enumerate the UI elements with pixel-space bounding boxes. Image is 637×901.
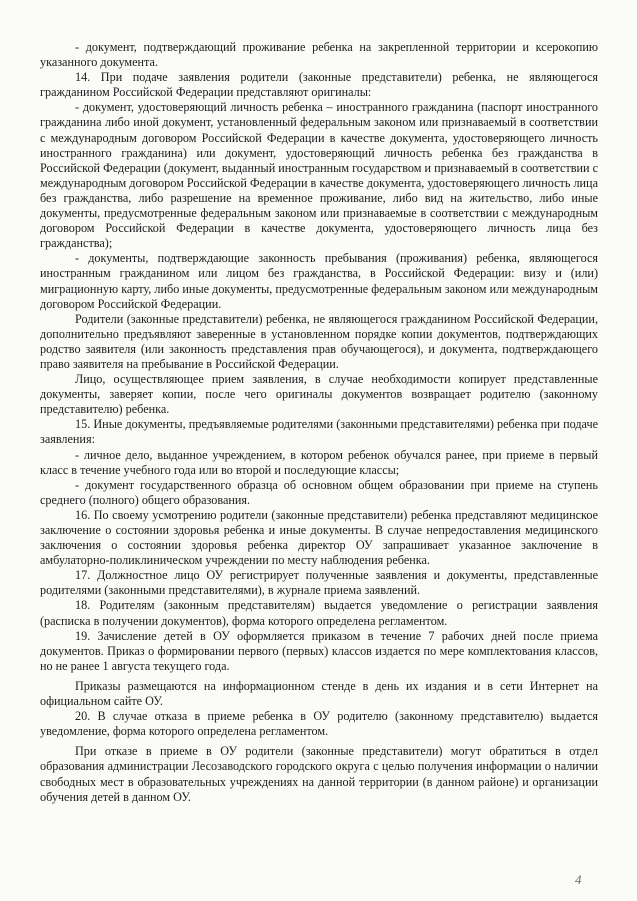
page-number: 4 <box>575 872 582 887</box>
paragraph-residence-document: - документ, подтверждающий проживание ребенка на закрепленной территории и ксерокопию указанного документа. <box>40 40 598 70</box>
paragraph-14-additional-copies: Родители (законные представители) ребенка, не являющегося гражданином Российской Федерации, дополнительно предъявляют заверенные в установленном порядке копии документов, подтверждающих родство заявителя (или законность представления прав обучающегося), и документа, подтверждающего право заявителя на пребывание в Российской Федерации. <box>40 311 598 371</box>
document-body <box>40 40 598 805</box>
paragraph-19-enrollment-order: 19. Зачисление детей в ОУ оформляется приказом в течение 7 рабочих дней после приема документов. Приказ о формировании первого (первых) классов издается по мере комплектования классов, но не ранее 1 августа текущего года. <box>40 628 598 673</box>
paragraph-15-personal-file: - личное дело, выданное учреждением, в котором ребенок обучался ранее, при приеме в первый класс в течение учебного года или во второй и последующие классы; <box>40 447 598 477</box>
paragraph-14-intro: 14. При подаче заявления родители (законные представители) ребенка, не являющегося гражданином Российской Федерации представляют оригиналы: <box>40 70 598 100</box>
paragraph-15-state-certificate: - документ государственного образца об основном общем образовании при приеме на ступень среднего (полного) общего образования. <box>40 477 598 507</box>
paragraph-18-notification: 18. Родителям (законным представителям) выдается уведомление о регистрации заявления (расписка в получении документов), форма которого определена регламентом. <box>40 598 598 628</box>
paragraph-17-registration: 17. Должностное лицо ОУ регистрирует полученные заявления и документы, представленные родителями (законными представителями), в журнале приема заявлений. <box>40 568 598 598</box>
paragraph-19-orders-publication: Приказы размещаются на информационном стенде в день их издания и в сети Интернет на официальном сайте ОУ. <box>40 678 598 709</box>
paragraph-20-refusal-notice: 20. В случае отказа в приеме ребенка в ОУ родителю (законному представителю) выдается уведомление, форма которого определена регламентом. <box>40 709 598 739</box>
paragraph-14-copying-procedure: Лицо, осуществляющее прием заявления, в случае необходимости копирует представленные документы, заверяет копии, после чего оригиналы документов возвращает родителю (законному представителю) ребенка. <box>40 372 598 417</box>
paragraph-20-refusal-appeal: При отказе в приеме в ОУ родители (законные представители) могут обратиться в отдел образования администрации Лесозаводского городского округа с целью получения информации о наличии свободных мест в образовательных учреждениях на данной территории (в данном районе) и организации обучения детей в данном ОУ. <box>40 744 598 804</box>
paragraph-14-legal-stay-documents: - документы, подтверждающие законность пребывания (проживания) ребенка, являющегося иностранным гражданином или лицом без гражданства, в Российской Федерации: визу и (или) миграционную карту, либо иные документы, предусмотренные федеральным законом или международным договором Российской Федерации. <box>40 251 598 311</box>
paragraph-16-medical-report: 16. По своему усмотрению родители (законные представители) ребенка представляют медицинское заключение о состоянии здоровья ребенка и иные документы. В случае непредоставления медицинского заключения о состоянии здоровья ребенка директор ОУ запрашивает указанное заключение в амбулаторно-поликлиническом учреждении по месту наблюдения ребенка. <box>40 507 598 568</box>
paragraph-14-identity-document: - документ, удостоверяющий личность ребенка – иностранного гражданина (паспорт иностранного гражданина либо иной документ, установленный федеральным законом или признаваемый в соответствии с международным договором Российской Федерации в качестве документа, удостоверяющего личность иностранного гражданина) или документ, удостоверяющий личность ребенка без гражданства в Российской Федерации (документ, выданный иностранным государством и признаваемый в соответствии с международным договором Российской Федерации в качестве документа, удостоверяющего личность лица без гражданства, либо разрешение на временное проживание, либо вид на жительство, либо иные документы, предусмотренные федеральным законом или признаваемые в соответствии с международным договором Российской Федерации в качестве документа, удостоверяющего личность лица без гражданства); <box>40 100 598 251</box>
paragraph-15-intro: 15. Иные документы, предъявляемые родителями (законными представителями) ребенка при подаче заявления: <box>40 417 598 447</box>
